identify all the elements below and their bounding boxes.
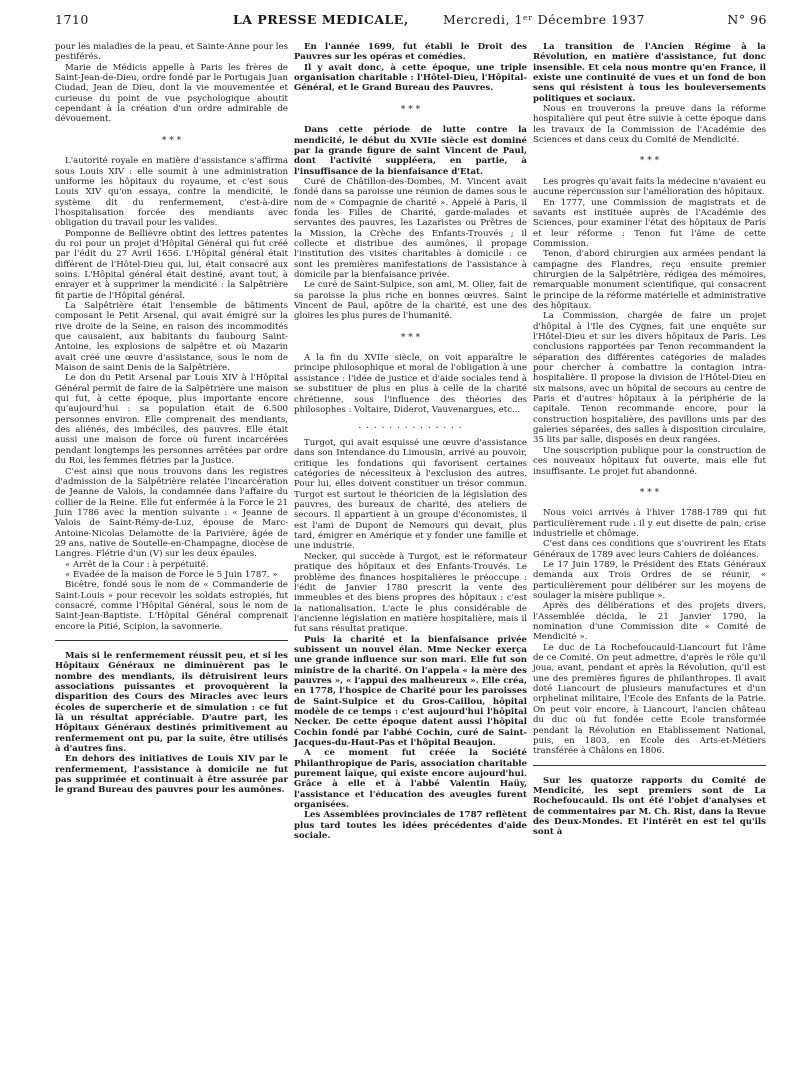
paragraph: A la fin du XVIIe siècle, on voit apparaître le principe philosophique et moral de l'obligation à une assistance : l'idée de justice et d'aide sociales tend à se substituer de plus en plus à celle de la charité chrétienne, sous l'influence des théories des philosophes : Voltaire, Diderot, Vauvenargues, etc...	[294, 353, 527, 415]
paragraph: Curé de Châtillon-des-Dombes, M. Vincent avait fondé dans sa paroisse une réunion de dames sous le nom de « Compagnie de charité ». Appelé à Paris, il fonda les Filles de Charité, garde-malades et servantes des pauvres, les Lazaristes ou Prêtres de la Mission, la Crèche des Enfants-Trouvés ; il collecte et distribue des aumônes, il propage l'institution des visites charitables à domicile : ce sont les premières manifestations de l'assistance à domicile par la bienfaisance privée.	[294, 176, 527, 280]
section-separator: * * *	[400, 332, 421, 343]
issue-number: N° 96	[727, 12, 767, 27]
paragraph: Sur les quatorze rapports du Comité de Mendicité, les sept premiers sont de La Rochefoucauld. Ils ont été l'objet d'analyses et de commentaires par M. Ch. Rist, dans la Revue des Deux-Mondes. Et l'intérêt en est tel qu'ils sont à	[533, 775, 766, 838]
paragraph: C'est ainsi que nous trouvons dans les registres d'admission de la Salpêtrière relatée l'incarcération de Jeanne de Valois, la condamnée dans l'affaire du collier de la Reine. Elle fut enfermée à la Force le 21 Juin 1786 avec la mention suivante : « Jeanne de Valois de Saint-Rémy-de-Luz, épouse de Marc-Antoine-Nicolas Delamotte de la Parivière, âgée de 29 ans, native de Soutelle-en-Champagne, diocèse de Langres. Flétrie d'un (V) sur les deux épaules.	[55, 466, 288, 560]
paragraph: Nous voici arrivés à l'hiver 1788-1789 qui fut particulièrement rude : il y eut disette de pain, crise industrielle et chômage.	[533, 508, 766, 539]
paragraph: Dans cette période de lutte contre la mendicité, le début du XVIIe siècle est dominé par la grande figure de saint Vincent de Paul, dont l'activité suppléera, en partie, à l'insuffisance de la bienfaisance d'Etat.	[294, 125, 527, 177]
section-separator: * * *	[161, 135, 182, 146]
column-3	[533, 42, 766, 838]
paragraph: Après des délibérations et des projets divers, l'Assemblée décida, le 21 Janvier 1790, la nomination d'une Commission dite « Comité de Mendicité ».	[533, 601, 766, 643]
paragraph: Il y avait donc, à cette époque, une triple organisation charitable : l'Hôtel-Dieu, l'Hôpital-Général, et le Grand Bureau des Pauvres.	[294, 62, 527, 94]
page-header	[55, 12, 767, 34]
paragraph: « Evadée de la maison de Force le 5 Juin 1787. »	[65, 569, 278, 580]
section-separator: * * *	[639, 156, 660, 167]
paragraph: Marie de Médicis appelle à Paris les frères de Saint-Jean-de-Dieu, ordre fondé par le Portugais Juan Ciudad, Jean de Dieu, dont la vie mouvementée et curieuse du point de vue psychologique aboutit cependant à la création d'un ordre admirable de dévouement.	[55, 62, 288, 125]
paragraph: C'est dans ces conditions que s'ouvrirent les Etats Généraux de 1789 avec leurs Cahiers de doléances.	[533, 539, 766, 560]
paragraph: Mais si le renfermement réussit peu, et si les Hôpitaux Généraux ne diminuèrent pas le nombre des mendiants, ils détruisirent leurs associations puissantes et provoquèrent la disparition des Cours des Miracles avec leurs écoles de supercherie et de simulation : ce fut là un résultat appréciable. D'autre part, les Hôpitaux Généraux destinés primitivement au renfermement ont pu, par la suite, être utilisés à d'autres fins.	[55, 651, 288, 755]
paragraph: Le don du Petit Arsenal par Louis XIV à l'Hôpital Général permit de faire de la Salpêtrière une maison qui fut, à cette époque, plus importante encore qu'aujourd'hui : sa population était de 6.500 personnes environ. Elle comprenait des mendiants, des aliénés, des imbéciles, des pauvres. Elle était aussi une maison de force où furent incarcérées pendant longtemps les personnes arrêtées par ordre du Roi, les femmes flétries par la Justice.	[55, 373, 288, 467]
paragraph: Le 17 Juin 1789, le Président des Etats Généraux demanda aux Trois Ordres de se réunir, « particulièrement pour délibérer sur les moyens de soulager la misère publique ».	[533, 560, 766, 602]
paragraph: En 1777, une Commission de magistrats et de savants est instituée auprès de l'Académie des Sciences, pour examiner l'état des hôpitaux de Paris et leur réforme : Tenon fut l'âme de cette Commission.	[533, 197, 766, 249]
paragraph: Le duc de La Rochefoucauld-Liancourt fut l'âme de ce Comité. On peut admettre, d'après le rôle qu'il joua, avant, pendant et après la Révolution, qu'il est une des premières figures de philanthropes. Il avait doté Liancourt de plusieurs manufactures et d'un orphelinat militaire, l'Ecole des Enfants de la Patrie. On peut voir encore, à Liancourt, l'ancien château du duc où fut fondée cette Ecole transformée pendant la Révolution en Etablissement National, puis, en 1803, en Ecole des Arts-et-Métiers transférée à Châlons en 1806.	[533, 642, 766, 757]
ellipsis-separator: . . . . . . . . . . . . . .	[358, 421, 463, 432]
paragraph: La Salpêtrière était l'ensemble de bâtiments composant le Petit Arsenal, qui avait émigré sur la rive droite de la Seine, en raison des incommodités que causaient, aux habitants du faubourg Saint-Antoine, les explosions de salpêtre et où Mazarin avait créé une œuvre d'assistance, sous le nom de Maison de saint Denis de la Salpêtrière.	[55, 301, 288, 374]
paragraph: Une souscription publique pour la construction de ces nouveaux hôpitaux fut ouverte, mais elle fut insuffisante. Le projet fut abandonné.	[533, 445, 766, 477]
paragraph: Necker, qui succède à Turgot, est le réformateur pratique des hôpitaux et des Enfants-Trouvés. Le problème des finances hospitalières le préoccupe : l'édit de Janvier 1780 prescrit la vente des immeubles et des biens propres des hôpitaux : c'est la nationalisation. L'acte le plus considérable de l'ancienne législation en matière hospitalière, mais il fut sans résultat pratique.	[294, 551, 527, 635]
horizontal-rule	[55, 640, 288, 641]
paragraph: Les Assemblées provinciales de 1787 reflètent plus tard toutes les idées précédentes d'aide sociale.	[294, 810, 527, 842]
article-body	[55, 42, 767, 1062]
paragraph: En l'année 1699, fut établi le Droit des Pauvres sur les opéras et comédies.	[294, 42, 527, 63]
paragraph: A ce moment fut créée la Société Philanthropique de Paris, association charitable purement laïque, qui existe encore aujourd'hui. Grâce à elle et à l'abbé Valentin Haüy, l'assistance et l'éducation des aveugles furent organisées.	[294, 748, 527, 811]
journal-title: LA PRESSE MEDICALE,	[233, 12, 409, 27]
paragraph: Les progrès qu'avait faits la médecine n'avaient eu aucune répercussion sur l'amélioration des hôpitaux.	[533, 176, 766, 198]
paragraph: La Commission, chargée de faire un projet d'hôpital à l'Ile des Cygnes, fait une enquête sur l'Hôtel-Dieu et sur les divers hôpitaux de Paris. Les conclusions rapportées par Tenon recommandent la séparation des différentes catégories de malades pour chercher à combattre la contagion intra-hospitalière. Il propose la division de l'Hôtel-Dieu en six maisons, avec un hôpital de secours au centre de Paris et d'autres hôpitaux à la périphérie de la capitale. Tenon recommande encore, pour la construction hospitalière, des pavillons unis par des galeries séparées, des salles à disposition circulaire, 35 lits par salle, disposés en deux rangées.	[533, 311, 766, 446]
paragraph: pour les maladies de la peau, et Sainte-Anne pour les pestiférés.	[55, 42, 288, 63]
column-2	[294, 42, 527, 841]
paragraph: « Arrêt de la Cour : à perpétuité.	[65, 559, 209, 570]
paragraph: La transition de l'Ancien Régime à la Révolution, en matière d'assistance, fut donc insensible. Et cela nous montre qu'en France, il existe une continuité de vues et un fond de bon sens qui résistent à tous les bouleversements politiques et sociaux.	[533, 42, 766, 104]
paragraph: Puis la charité et la bienfaisance privée subissent un nouvel élan. Mme Necker exerça une grande influence sur son mari. Elle fut son ministre de la charité. On l'appela « la mère des pauvres », « l'appui des malheureux ». Elle créa, en 1778, l'hospice de Charité pour les paroisses de Saint-Sulpice et du Gros-Caillou, hôpital modèle de ce temps : c'est aujourd'hui l'hôpital Necker. De cette époque datent aussi l'hôpital Cochin fondé par l'abbé Cochin, curé de Saint-Jacques-du-Haut-Pas et l'hôpital Beaujon.	[294, 634, 527, 748]
section-separator: * * *	[639, 487, 660, 498]
horizontal-rule	[533, 765, 766, 766]
section-separator: * * *	[400, 104, 421, 115]
paragraph: Bicêtre, fondé sous le nom de « Commanderie de Saint-Louis » pour recevoir les soldats estropiés, fut consacré, comme l'Hôpital Général, sous le nom de Saint-Jean-Baptiste. L'Hôpital Général comprenait encore la Pitié, Scipion, la savonnerie.	[55, 580, 288, 632]
column-1	[55, 42, 288, 796]
paragraph: Tenon, d'abord chirurgien aux armées pendant la campagne des Flandres, reçu ensuite premier chirurgien de la Salpêtrière, rédigea des mémoires, remarquable monument scientifique, qui consacrent le principe de la réforme matérielle et administrative des hôpitaux.	[533, 249, 766, 311]
issue-date: Mercredi, 1ᵉʳ Décembre 1937	[443, 12, 645, 27]
page-number: 1710	[55, 12, 89, 27]
paragraph: En dehors des initiatives de Louis XIV par le renfermement, l'assistance à domicile ne fut pas supprimée et continuait à être assurée par le grand Bureau des pauvres pour les aumônes.	[55, 754, 288, 796]
paragraph: Turgot, qui avait esquissé une œuvre d'assistance dans son Intendance du Limousin, arrivé au pouvoir, critique les fondations qui favorisent certaines catégories de nécessiteux à l'exclusion des autres. Pour lui, elles doivent constituer un trésor commun. Turgot est surtout le théoricien de la législation des pauvres, des bureaux de charité, des ateliers de secours. Il appartient à un groupe d'économistes, il est l'ami de Dupont de Nemours qui devait, plus tard, émigrer en Amérique et y fonder une famille et une industrie.	[294, 438, 527, 552]
paragraph: Le curé de Saint-Sulpice, son ami, M. Olier, fait de sa paroisse la plus riche en bonnes œuvres. Saint Vincent de Paul, apôtre de la charité, est une des gloires les plus pures de l'humanité.	[294, 280, 527, 322]
paragraph: Nous en trouverons la preuve dans la réforme hospitalière qui peut être suivie à cette époque dans les travaux de la Commission de l'Académie des Sciences et dans ceux du Comité de Mendicité.	[533, 104, 766, 146]
paragraph: L'autorité royale en matière d'assistance s'affirma sous Louis XIV : elle soumit à une administration uniforme les hôpitaux du royaume, et c'est sous Louis XIV qu'on essaya, contre la mendicité, le système dit du renfermement, c'est-à-dire l'hospitalisation forcée des mendiants avec obligation du travail pour les valides.	[55, 156, 288, 229]
paragraph: Pomponne de Bellièvre obtint des lettres patentes du roi pour un projet d'Hôpital Général qui fut créé par l'édit du 27 Avril 1656. L'Hôpital général était différent de l'Hôtel-Dieu qui, lui, était consacré aux soins. L'Hôpital général était destiné, avant tout, à enrayer et à supprimer la mendicité : la Salpêtrière fit partie de l'Hôpital général.	[55, 228, 288, 301]
